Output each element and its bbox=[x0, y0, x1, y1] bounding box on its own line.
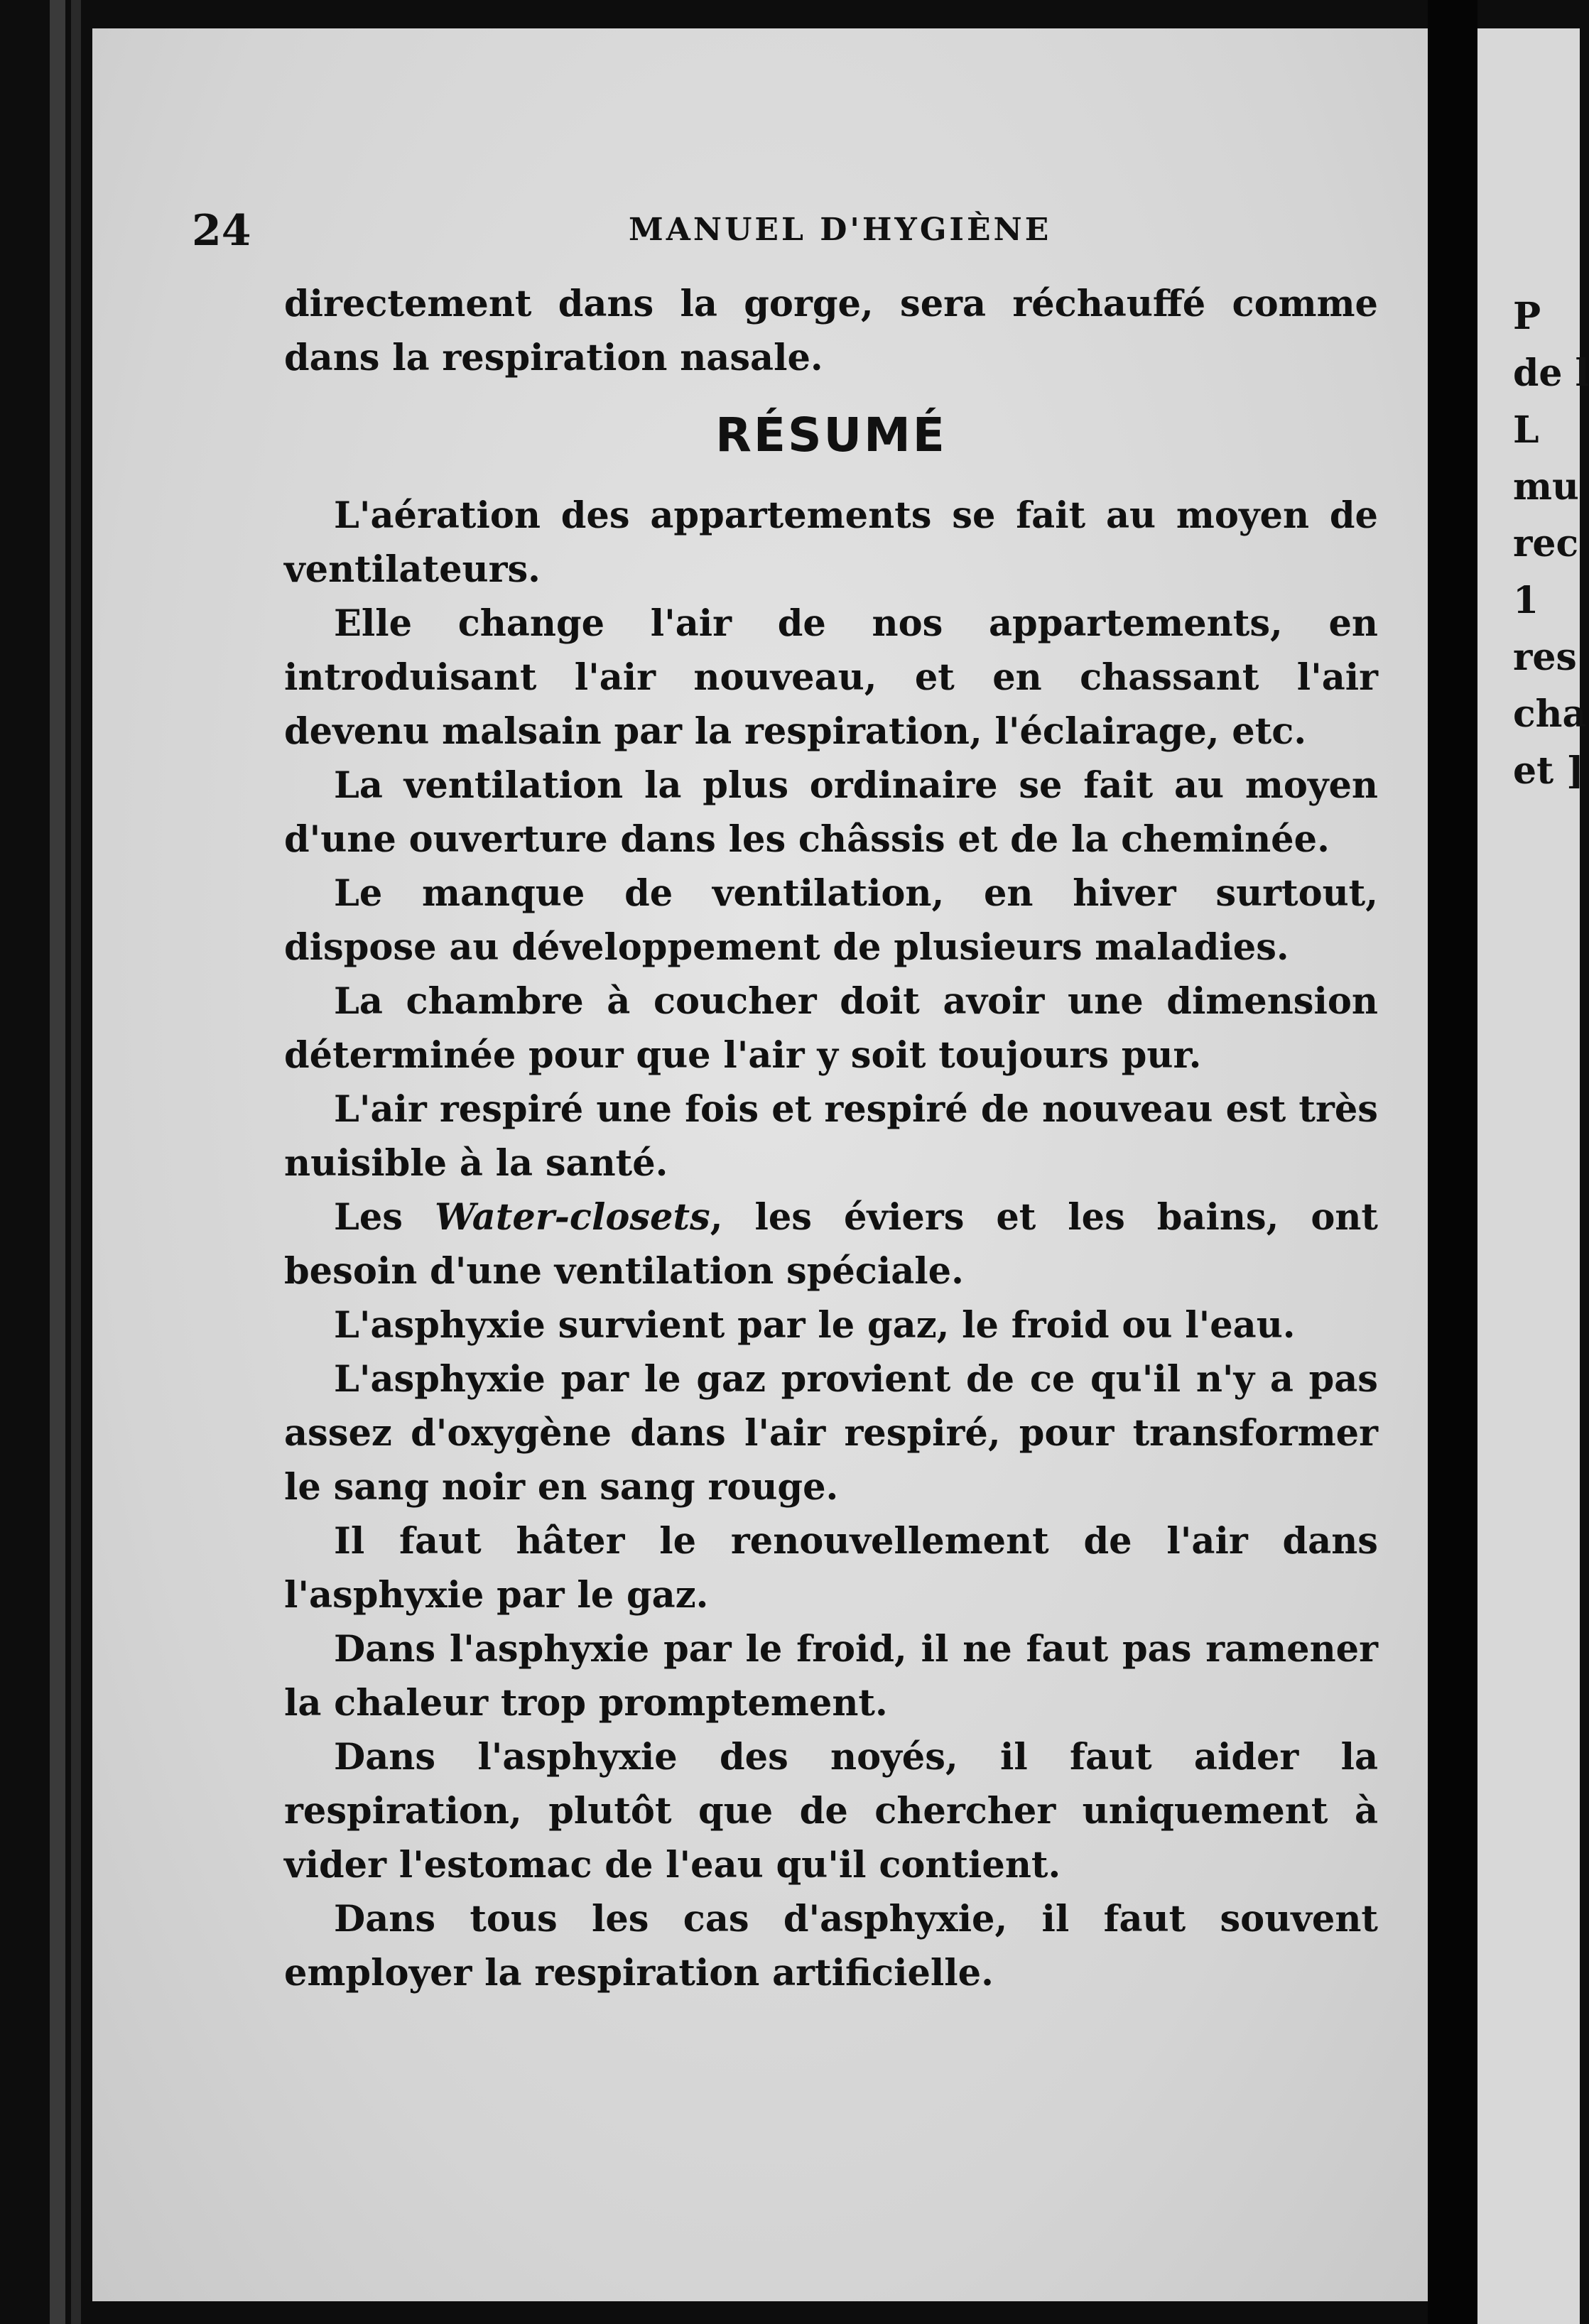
next-page-fragment: de l bbox=[1513, 352, 1589, 395]
wc-italic-term: Water-closets bbox=[434, 1196, 710, 1239]
next-page-fragment: rec bbox=[1513, 522, 1579, 565]
binding-edge-inner bbox=[71, 0, 81, 2324]
paragraph: Dans l'asphyxie par le froid, il ne faut pas ramener la chaleur trop promptement. bbox=[284, 1628, 1378, 1725]
paragraph: L'aération des appartements se fait au moyen de ventilateurs. bbox=[284, 494, 1378, 591]
paragraph: L'asphyxie survient par le gaz, le froid ou l'eau. bbox=[334, 1304, 1296, 1347]
next-page-fragment: cha bbox=[1513, 693, 1587, 736]
next-page-fragment: P bbox=[1513, 295, 1541, 338]
next-page-fragment: 1 bbox=[1513, 579, 1539, 622]
section-title: RÉSUMÉ bbox=[715, 408, 947, 462]
next-page-fragment: mu bbox=[1513, 465, 1579, 509]
next-page-fragment: res bbox=[1513, 636, 1577, 679]
next-page-sliver bbox=[1477, 28, 1589, 2324]
paragraph: Il faut hâter le renouvellement de l'air dans l'asphyxie par le gaz. bbox=[284, 1520, 1378, 1617]
wc-suffix: , les éviers et les bains, ont besoin d'une ventilation spéciale. bbox=[284, 1196, 1378, 1293]
paragraph: L'air respiré une fois et respiré de nouveau est très nuisible à la santé. bbox=[284, 1088, 1378, 1185]
paragraph: L'asphyxie par le gaz provient de ce qu'il n'y a pas assez d'oxygène dans l'air respiré, pour transformer le sang noir en sang rouge. bbox=[284, 1358, 1378, 1509]
page-gutter bbox=[1428, 0, 1477, 2324]
paragraph: Le manque de ventilation, en hiver surtout, dispose au développement de plusieurs maladies. bbox=[284, 872, 1378, 969]
intro-paragraph: directement dans la gorge, sera réchauffé comme dans la respiration nasale. bbox=[284, 283, 1378, 379]
running-head: MANUEL D'HYGIÈNE bbox=[629, 212, 1052, 248]
next-page-fragment: et ] bbox=[1513, 749, 1584, 793]
paragraph: Elle change l'air de nos appartements, en introduisant l'air nouveau, et en chassant l'air devenu malsain par la respiration, l'éclairage, etc. bbox=[284, 602, 1378, 753]
binding-edge bbox=[50, 0, 65, 2324]
paragraph: La chambre à coucher doit avoir une dimension déterminée pour que l'air y soit toujours pur. bbox=[284, 980, 1378, 1077]
wc-paragraph bbox=[284, 1190, 1378, 1298]
wc-prefix: Les bbox=[334, 1196, 435, 1239]
page-header bbox=[192, 206, 1385, 256]
next-page-fragment: L bbox=[1513, 408, 1539, 452]
page-number: 24 bbox=[192, 206, 251, 256]
paragraph: La ventilation la plus ordinaire se fait au moyen d'une ouverture dans les châssis et de la cheminée. bbox=[284, 764, 1378, 861]
page-body bbox=[284, 277, 1378, 2000]
paragraph: Dans tous les cas d'asphyxie, il faut souvent employer la respiration artificielle. bbox=[284, 1898, 1378, 1994]
paragraph: Dans l'asphyxie des noyés, il faut aider la respiration, plutôt que de chercher uniquement à vider l'estomac de l'eau qu'il contient. bbox=[284, 1736, 1378, 1886]
